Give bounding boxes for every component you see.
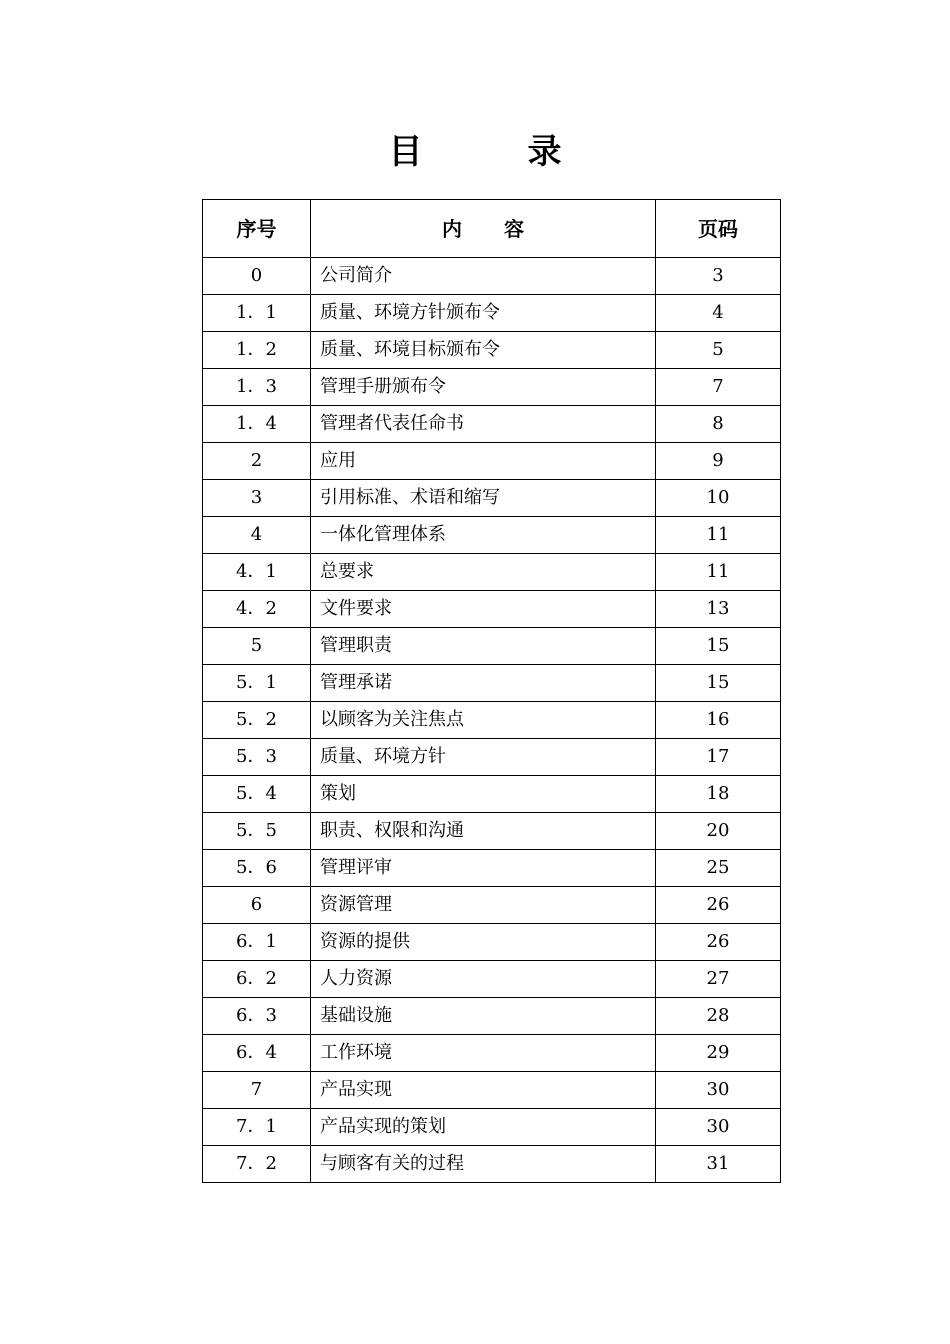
toc-page: 30 bbox=[656, 1072, 781, 1109]
toc-row bbox=[203, 813, 781, 850]
toc-row bbox=[203, 887, 781, 924]
toc-row bbox=[203, 369, 781, 406]
toc-page: 10 bbox=[656, 480, 781, 517]
toc-row bbox=[203, 480, 781, 517]
toc-number: 5．4 bbox=[203, 776, 311, 813]
toc-number: 0 bbox=[203, 258, 311, 295]
toc-number: 6．3 bbox=[203, 998, 311, 1035]
toc-row bbox=[203, 332, 781, 369]
toc-row bbox=[203, 776, 781, 813]
toc-row bbox=[203, 406, 781, 443]
toc-content: 产品实现 bbox=[311, 1072, 656, 1109]
toc-header-row bbox=[203, 200, 781, 258]
toc-content: 一体化管理体系 bbox=[311, 517, 656, 554]
toc-page: 25 bbox=[656, 850, 781, 887]
toc-content: 人力资源 bbox=[311, 961, 656, 998]
header-content-part1: 内 bbox=[442, 216, 462, 241]
toc-content: 管理职责 bbox=[311, 628, 656, 665]
toc-number: 5．2 bbox=[203, 702, 311, 739]
page-title-part1: 目 bbox=[388, 132, 423, 172]
toc-number: 1．1 bbox=[203, 295, 311, 332]
toc-content: 质量、环境方针 bbox=[311, 739, 656, 776]
toc-row bbox=[203, 924, 781, 961]
toc-number: 6．1 bbox=[203, 924, 311, 961]
toc-page: 20 bbox=[656, 813, 781, 850]
header-content bbox=[311, 200, 656, 258]
toc-page: 11 bbox=[656, 554, 781, 591]
toc-number: 5．1 bbox=[203, 665, 311, 702]
toc-page: 3 bbox=[656, 258, 781, 295]
toc-content: 质量、环境方针颁布令 bbox=[311, 295, 656, 332]
toc-page: 30 bbox=[656, 1109, 781, 1146]
toc-page: 28 bbox=[656, 998, 781, 1035]
toc-content: 管理评审 bbox=[311, 850, 656, 887]
toc-row bbox=[203, 554, 781, 591]
toc-number: 1．3 bbox=[203, 369, 311, 406]
page-title bbox=[0, 128, 950, 176]
toc-content: 文件要求 bbox=[311, 591, 656, 628]
toc-content: 工作环境 bbox=[311, 1035, 656, 1072]
toc-content: 产品实现的策划 bbox=[311, 1109, 656, 1146]
toc-row bbox=[203, 665, 781, 702]
toc-row bbox=[203, 850, 781, 887]
toc-number: 6．2 bbox=[203, 961, 311, 998]
toc-page: 29 bbox=[656, 1035, 781, 1072]
toc-content: 管理承诺 bbox=[311, 665, 656, 702]
toc-row bbox=[203, 1109, 781, 1146]
toc-number: 4 bbox=[203, 517, 311, 554]
toc-page: 8 bbox=[656, 406, 781, 443]
toc-row bbox=[203, 1072, 781, 1109]
toc-number: 5 bbox=[203, 628, 311, 665]
toc-page: 15 bbox=[656, 665, 781, 702]
toc-number: 1．4 bbox=[203, 406, 311, 443]
toc-content: 管理手册颁布令 bbox=[311, 369, 656, 406]
toc-number: 5．6 bbox=[203, 850, 311, 887]
toc-row bbox=[203, 739, 781, 776]
toc-content: 应用 bbox=[311, 443, 656, 480]
toc-number: 3 bbox=[203, 480, 311, 517]
toc-row bbox=[203, 443, 781, 480]
toc-page: 7 bbox=[656, 369, 781, 406]
header-page: 页码 bbox=[656, 200, 781, 258]
toc-number: 4．1 bbox=[203, 554, 311, 591]
toc-page: 9 bbox=[656, 443, 781, 480]
toc-page: 4 bbox=[656, 295, 781, 332]
toc-table bbox=[202, 199, 781, 1183]
toc-row bbox=[203, 1146, 781, 1183]
toc-content: 公司简介 bbox=[311, 258, 656, 295]
toc-content: 管理者代表任命书 bbox=[311, 406, 656, 443]
toc-body bbox=[203, 258, 781, 1183]
toc-row bbox=[203, 998, 781, 1035]
toc-page: 27 bbox=[656, 961, 781, 998]
toc-number: 6 bbox=[203, 887, 311, 924]
toc-content: 基础设施 bbox=[311, 998, 656, 1035]
toc-content: 以顾客为关注焦点 bbox=[311, 702, 656, 739]
toc-content: 策划 bbox=[311, 776, 656, 813]
toc-content: 总要求 bbox=[311, 554, 656, 591]
toc-number: 6．4 bbox=[203, 1035, 311, 1072]
toc-row bbox=[203, 961, 781, 998]
toc-number: 2 bbox=[203, 443, 311, 480]
header-number: 序号 bbox=[203, 200, 311, 258]
toc-row bbox=[203, 1035, 781, 1072]
toc-content: 资源管理 bbox=[311, 887, 656, 924]
toc-page: 16 bbox=[656, 702, 781, 739]
toc-page: 11 bbox=[656, 517, 781, 554]
header-content-part2: 容 bbox=[504, 216, 524, 241]
toc-number: 7．2 bbox=[203, 1146, 311, 1183]
toc-content: 质量、环境目标颁布令 bbox=[311, 332, 656, 369]
toc-number: 7 bbox=[203, 1072, 311, 1109]
toc-row bbox=[203, 702, 781, 739]
toc-page: 17 bbox=[656, 739, 781, 776]
toc-content: 引用标准、术语和缩写 bbox=[311, 480, 656, 517]
toc-content: 资源的提供 bbox=[311, 924, 656, 961]
toc-row bbox=[203, 591, 781, 628]
page-title-part2: 录 bbox=[527, 132, 562, 172]
toc-page: 13 bbox=[656, 591, 781, 628]
toc-page: 18 bbox=[656, 776, 781, 813]
toc-content: 与顾客有关的过程 bbox=[311, 1146, 656, 1183]
toc-page: 15 bbox=[656, 628, 781, 665]
toc-row bbox=[203, 517, 781, 554]
toc-row bbox=[203, 295, 781, 332]
toc-number: 7．1 bbox=[203, 1109, 311, 1146]
toc-row bbox=[203, 258, 781, 295]
toc-page: 5 bbox=[656, 332, 781, 369]
toc-number: 1．2 bbox=[203, 332, 311, 369]
toc-page: 31 bbox=[656, 1146, 781, 1183]
toc-number: 5．5 bbox=[203, 813, 311, 850]
toc-number: 4．2 bbox=[203, 591, 311, 628]
toc-number: 5．3 bbox=[203, 739, 311, 776]
toc-row bbox=[203, 628, 781, 665]
toc-content: 职责、权限和沟通 bbox=[311, 813, 656, 850]
toc-page: 26 bbox=[656, 887, 781, 924]
toc-page: 26 bbox=[656, 924, 781, 961]
